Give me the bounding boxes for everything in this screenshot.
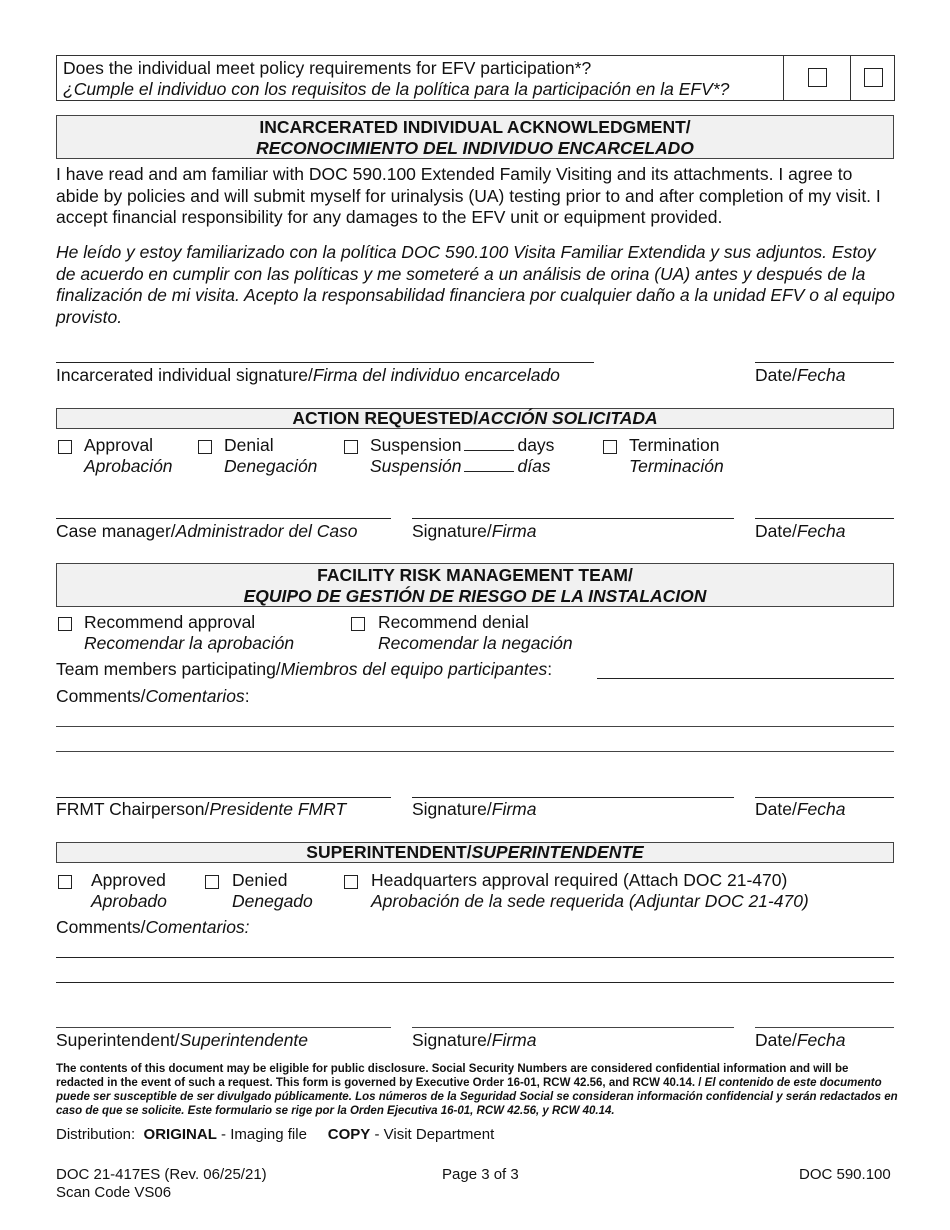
case-manager-signature-line[interactable] <box>412 518 734 519</box>
frmt-title-es: EQUIPO DE GESTIÓN DE RIESGO DE LA INSTALACION <box>243 586 707 606</box>
superintendent-header: SUPERINTENDENT/SUPERINTENDENTE <box>56 842 894 863</box>
recommend-approval-label-es: Recomendar la aprobación <box>84 633 295 653</box>
frmt-comments-line-2[interactable] <box>56 751 894 752</box>
superintendent-signature-line[interactable] <box>412 1027 734 1028</box>
superintendent-name-line[interactable] <box>56 1027 391 1028</box>
acknowledgment-header <box>56 115 894 159</box>
hq-approval-label-es: Aprobación de la sede requerida (Adjuntar DOC 21-470) <box>371 891 809 911</box>
frmt-chair-line[interactable] <box>56 797 391 798</box>
frmt-signature-line[interactable] <box>412 797 734 798</box>
inmate-date-line[interactable] <box>755 362 894 363</box>
frmt-signature-label: Signature/Firma <box>412 799 537 819</box>
frmt-date-line[interactable] <box>755 797 894 798</box>
denied-label-en: Denied <box>232 870 288 890</box>
termination-label-es: Terminación <box>629 456 724 476</box>
superintendent-name-label: Superintendent/Superintendente <box>56 1030 309 1050</box>
acknowledgment-paragraph-en: I have read and am familiar with DOC 590.100 Extended Family Visiting and its attachments. I agree to abide by policies and will submit myself for urinalysis (UA) testing prior to and after completion of my visit. I accept financial responsibility for any damages to the EFV unit or equipment provided. <box>56 164 881 227</box>
superintendent-comments-line-2[interactable] <box>56 982 894 983</box>
recommend-denial-label-es: Recomendar la negación <box>378 633 573 653</box>
termination-label-en: Termination <box>629 435 720 455</box>
disclosure-notice: The contents of this document may be eligible for public disclosure. Social Security Numbers are considered confidential information and will be redacted in the event of such a request. This form is governed by Executive Order 16-01, RCW 42.56, and RCW 40.14. / El contenido de este documento puede ser susceptible de ser divulgado públicamente. Los números de la Seguridad Social se consideran información confidencial y serán redactados en caso de que se solicite. Este formulario se rige por la Orden Ejecutiva 16-01, RCW 42.56, y RCW 40.14. <box>56 1063 898 1117</box>
eligibility-yes-checkbox[interactable] <box>808 68 827 87</box>
team-members-label: Team members participating/Miembros del equipo participantes: <box>56 659 553 679</box>
denial-checkbox[interactable] <box>198 440 212 454</box>
inmate-signature-label: Incarcerated individual signature/Firma del individuo encarcelado <box>56 365 560 385</box>
frmt-title-en: FACILITY RISK MANAGEMENT TEAM/ <box>317 565 633 585</box>
denial-label-es: Denegación <box>224 456 318 476</box>
approval-checkbox[interactable] <box>58 440 72 454</box>
suspension-checkbox[interactable] <box>344 440 358 454</box>
frmt-date-label: Date/Fecha <box>755 799 846 819</box>
eligibility-no-checkbox[interactable] <box>864 68 883 87</box>
superintendent-signature-label: Signature/Firma <box>412 1030 537 1050</box>
eligibility-question-en: Does the individual meet policy requirements for EFV participation*? <box>63 58 592 78</box>
inmate-date-label: Date/Fecha <box>755 365 846 385</box>
frmt-comments-line-1[interactable] <box>56 726 894 727</box>
suspension-days-blank[interactable] <box>464 437 514 451</box>
eligibility-divider-1 <box>783 55 784 101</box>
superintendent-date-line[interactable] <box>755 1027 894 1028</box>
case-manager-date-line[interactable] <box>755 518 894 519</box>
frmt-comments-label: Comments/Comentarios: <box>56 686 250 706</box>
denied-label-es: Denegado <box>232 891 313 911</box>
suspension-dias-blank[interactable] <box>464 458 514 472</box>
approval-label-en: Approval <box>84 435 154 455</box>
form-number: DOC 21-417ES (Rev. 06/25/21) <box>56 1166 267 1183</box>
superintendent-comments-line-1[interactable] <box>56 957 894 958</box>
acknowledgment-paragraph-es: He leído y estoy familiarizado con la política DOC 590.100 Visita Familiar Extendida y sus adjuntos. Estoy de acuerdo en cumplir con las políticas y me someteré a un análisis de orina (UA) antes y después de la finalización de mi visita. Acepto la responsabilidad financiera por cualquier daño a la unidad EFV o al equipo provisto. <box>56 242 895 327</box>
approved-label-es: Aprobado <box>91 891 167 911</box>
recommend-approval-label-en: Recommend approval <box>84 612 256 632</box>
frmt-header <box>56 563 894 607</box>
hq-approval-label-en: Headquarters approval required (Attach DOC 21-470) <box>371 870 788 890</box>
acknowledgment-title-es: RECONOCIMIENTO DEL INDIVIDUO ENCARCELADO <box>256 138 694 158</box>
denied-checkbox[interactable] <box>205 875 219 889</box>
case-manager-line[interactable] <box>56 518 391 519</box>
suspension-label-es: Suspensión días <box>370 456 551 476</box>
suspension-label-en: Suspension days <box>370 435 555 455</box>
case-manager-date-label: Date/Fecha <box>755 521 846 541</box>
acknowledgment-title-en: INCARCERATED INDIVIDUAL ACKNOWLEDGMENT/ <box>259 117 691 137</box>
page-number: Page 3 of 3 <box>442 1166 519 1183</box>
action-requested-header: ACTION REQUESTED/ACCIÓN SOLICITADA <box>56 408 894 429</box>
termination-checkbox[interactable] <box>603 440 617 454</box>
approved-checkbox[interactable] <box>58 875 72 889</box>
case-manager-signature-label: Signature/Firma <box>412 521 537 541</box>
hq-approval-checkbox[interactable] <box>344 875 358 889</box>
superintendent-comments-label: Comments/Comentarios: <box>56 917 250 937</box>
superintendent-date-label: Date/Fecha <box>755 1030 846 1050</box>
distribution-line: Distribution: ORIGINAL - Imaging file COPY - Visit Department <box>56 1126 495 1143</box>
inmate-signature-line[interactable] <box>56 362 594 363</box>
scan-code: Scan Code VS06 <box>56 1184 172 1201</box>
approval-label-es: Aprobación <box>84 456 173 476</box>
eligibility-question-es: ¿Cumple el individuo con los requisitos de la política para la participación en la EFV*? <box>63 79 730 99</box>
recommend-denial-checkbox[interactable] <box>351 617 365 631</box>
team-members-line[interactable] <box>597 678 894 679</box>
eligibility-divider-2 <box>850 55 851 101</box>
approved-label-en: Approved <box>91 870 166 890</box>
policy-number: DOC 590.100 <box>799 1166 891 1183</box>
recommend-denial-label-en: Recommend denial <box>378 612 529 632</box>
denial-label-en: Denial <box>224 435 274 455</box>
frmt-chair-label: FRMT Chairperson/Presidente FMRT <box>56 799 347 819</box>
case-manager-label: Case manager/Administrador del Caso <box>56 521 358 541</box>
recommend-approval-checkbox[interactable] <box>58 617 72 631</box>
